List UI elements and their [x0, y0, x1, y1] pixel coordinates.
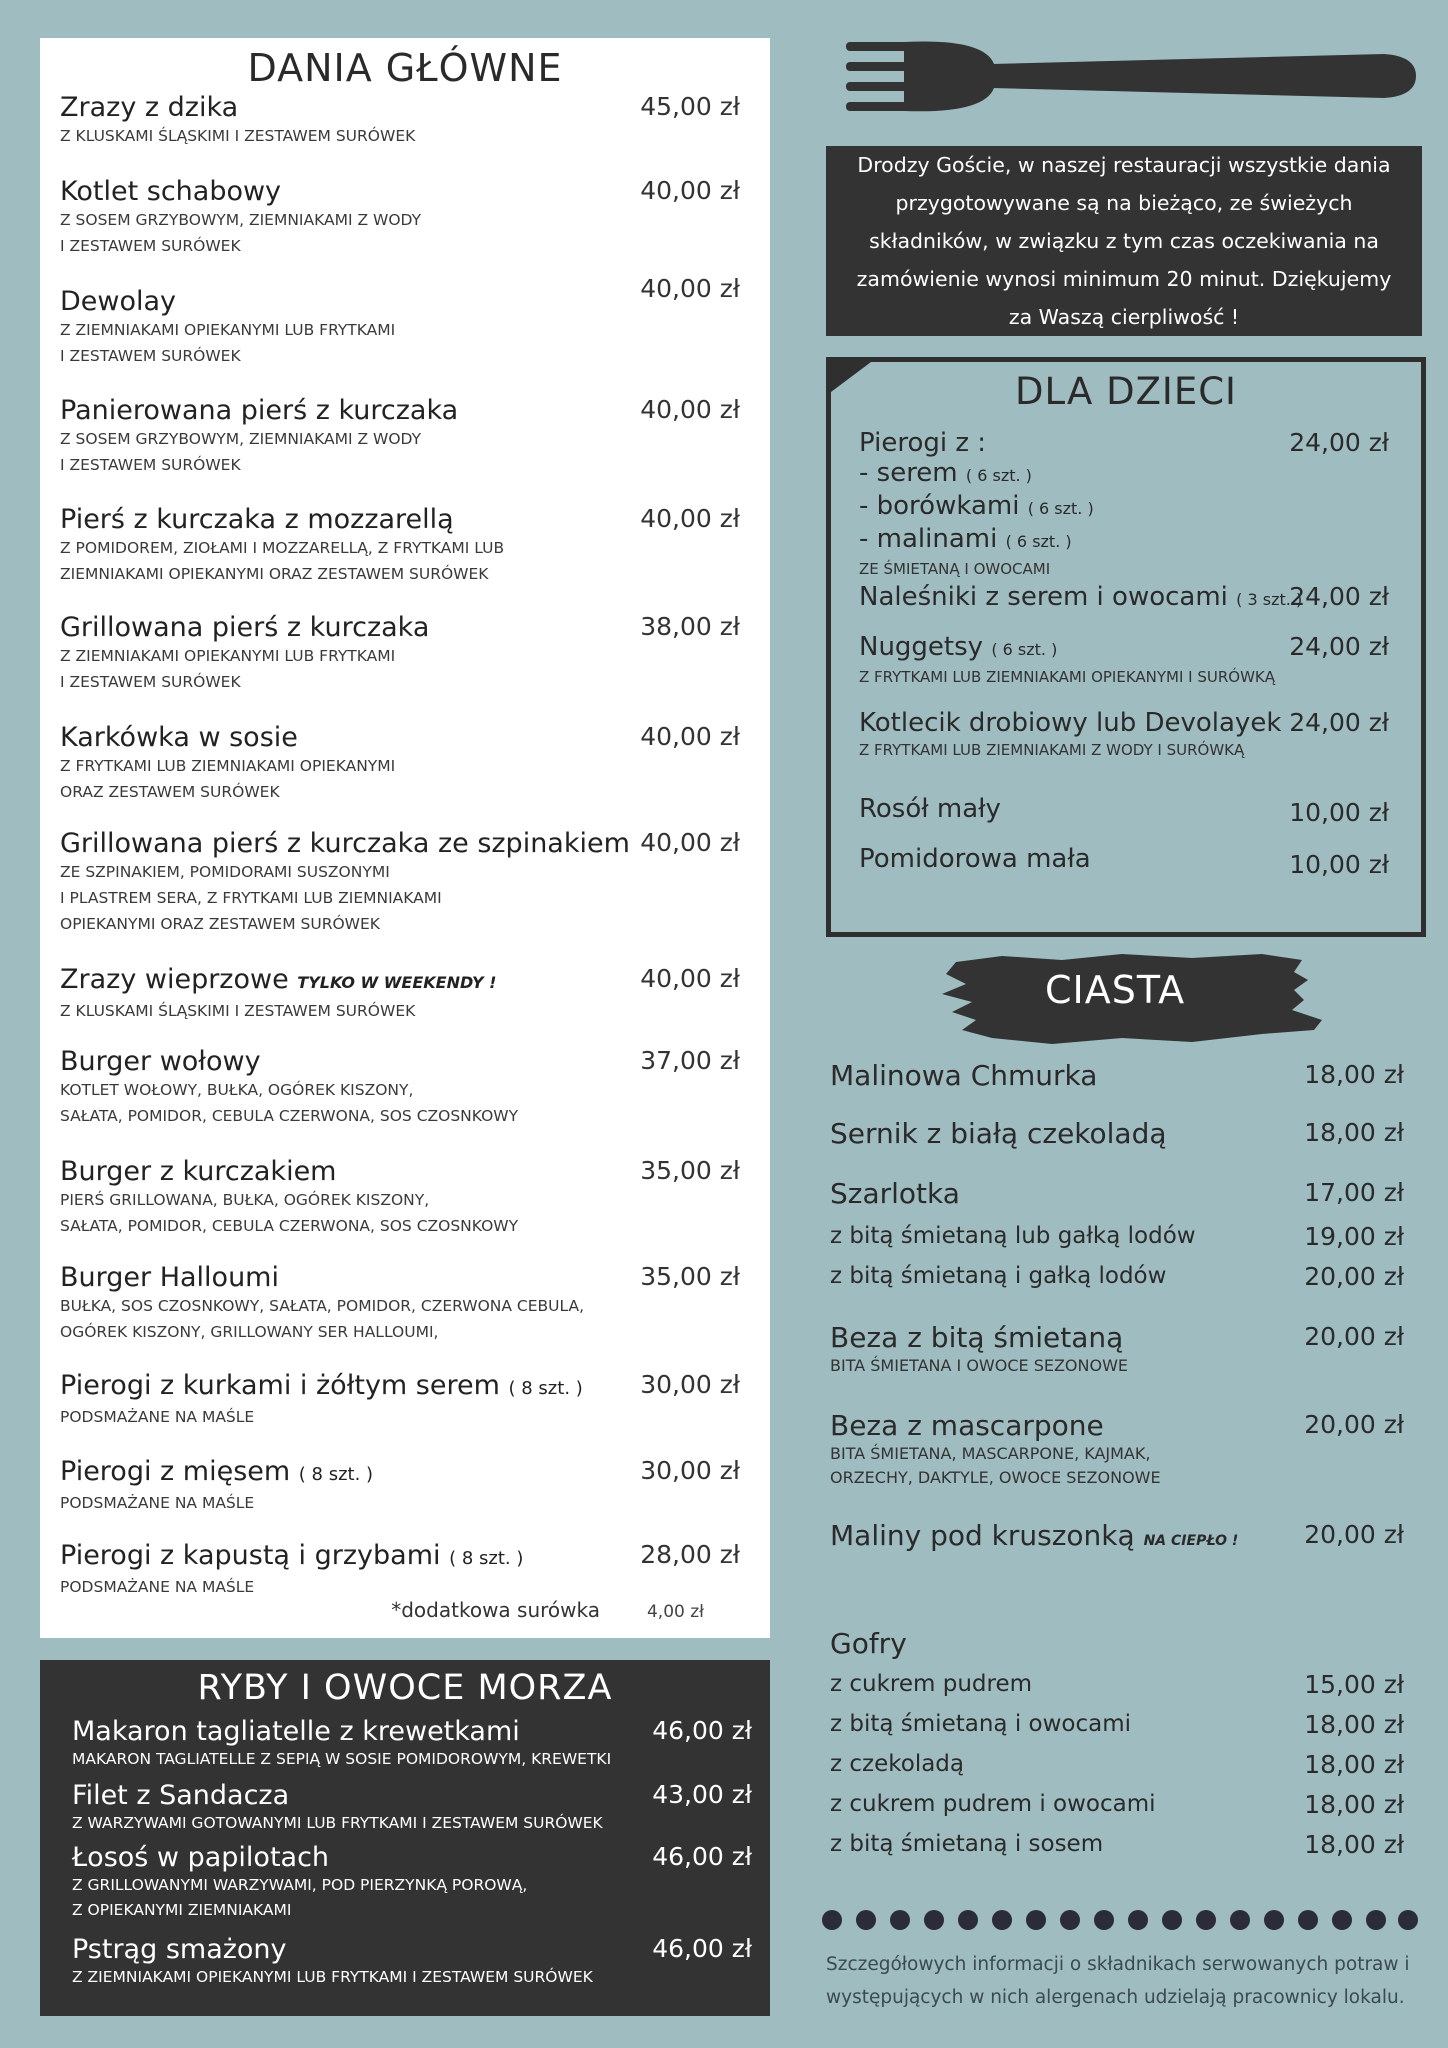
kids-item-name: Pomidorowa mała [859, 844, 1091, 874]
menu-item [72, 1842, 752, 1923]
waffle-variant: z cukrem pudrem i owocami [830, 1791, 1156, 1817]
weekend-note: TYLKO W WEEKENDY ! [297, 973, 497, 992]
fish-desc: Z GRILLOWANYMI WARZYWAMI, POD PIERZYNKĄ POROWĄ, Z OPIEKANYMI ZIEMNIAKAMI [72, 1876, 528, 1919]
menu-item [60, 612, 740, 695]
dish-desc: ZE SZPINAKIEM, POMIDORAMI SUSZONYMI I PLASTREM SERA, Z FRYTKAMI LUB ZIEMNIAKAMI OPIEKANYMI ORAZ ZESTAWEM SURÓWEK [60, 863, 442, 933]
menu-item [60, 395, 740, 478]
notice-text: Drodzy Goście, w naszej restauracji wszystkie dania przygotowywane są na bieżąco, ze świeżych składników, w związku z tym czas oczekiwania na zamówienie wynosi minimum 20 minut. Dziękujemy za Waszą cierpliwość ! [856, 153, 1392, 329]
allergen-note: Szczegółowych informacji o składnikach serwowanych potraw i występujących w nich alergenach udzielają pracownicy lokalu. [826, 1954, 1410, 2008]
dish-desc: KOTLET WOŁOWY, BUŁKA, OGÓREK KISZONY, SAŁATA, POMIDOR, CEBULA CZERWONA, SOS CZOSNKOWY [60, 1081, 519, 1125]
dish-desc: PIERŚ GRILLOWANA, BUŁKA, OGÓREK KISZONY, SAŁATA, POMIDOR, CEBULA CZERWONA, SOS CZOSNKOWY [60, 1191, 519, 1235]
kids-item-price: 24,00 zł [1289, 708, 1389, 737]
waffle-variant: z czekoladą [830, 1751, 965, 1777]
hot-note: NA CIEPŁO ! [1143, 1533, 1239, 1549]
cake-variant: z bitą śmietaną lub gałką lodów [830, 1223, 1196, 1249]
notice-box [826, 146, 1422, 336]
cake-desc: BITA ŚMIETANA, MASCARPONE, KAJMAK, ORZECHY, DAKTYLE, OWOCE SEZONOWE [830, 1444, 1161, 1487]
dish-price: 30,00 zł [640, 1456, 740, 1485]
fork-icon [844, 34, 1416, 118]
menu-item [830, 1670, 1404, 1698]
dish-qty: ( 8 szt. ) [449, 1548, 524, 1569]
fish-name: Pstrąg smażony [72, 1934, 287, 1965]
fish-desc: MAKARON TAGLIATELLE Z SEPIĄ W SOSIE POMIDOROWYM, KREWETKI [72, 1750, 612, 1768]
dish-name: Burger Halloumi [60, 1262, 279, 1293]
fish-price: 46,00 zł [652, 1934, 752, 1963]
menu-item [830, 1790, 1404, 1818]
dish-name [60, 1540, 740, 1574]
cakes-title: CIASTA [1045, 968, 1186, 1012]
dish-price: 28,00 zł [640, 1540, 740, 1569]
menu-item [60, 1370, 740, 1430]
waffle-price: 18,00 zł [1304, 1830, 1404, 1859]
menu-item [60, 964, 740, 1024]
dish-price: 40,00 zł [640, 274, 740, 303]
kids-item-price: 10,00 zł [1289, 798, 1389, 827]
fish-desc: Z WARZYWAMI GOTOWANYMI LUB FRYTKAMI I ZESTAWEM SURÓWEK [72, 1814, 603, 1832]
dish-desc: Z ZIEMNIAKAMI OPIEKANYMI LUB FRYTKAMI I ZESTAWEM SURÓWEK [60, 321, 396, 365]
dish-price: 30,00 zł [640, 1370, 740, 1399]
menu-item [60, 828, 740, 937]
menu-item [859, 428, 1389, 581]
dish-price: 45,00 zł [640, 92, 740, 121]
dish-price: 40,00 zł [640, 828, 740, 857]
waffle-variant: z cukrem pudrem [830, 1671, 1033, 1697]
menu-item [60, 1540, 740, 1600]
dish-price: 40,00 zł [640, 964, 740, 993]
menu-item [60, 1456, 740, 1516]
dish-price: 40,00 zł [640, 395, 740, 424]
menu-item [859, 794, 1389, 827]
kids-menu-box [826, 357, 1426, 937]
dish-desc: PODSMAŻANE NA MAŚLE [60, 1578, 255, 1596]
kids-item-price: 24,00 zł [1289, 632, 1389, 661]
dish-name: Panierowana pierś z kurczaka [60, 395, 459, 426]
menu-item [830, 1060, 1404, 1092]
cake-name: Malinowa Chmurka [830, 1059, 1098, 1092]
extra-salad-price: 4,00 zł [646, 1602, 704, 1622]
kids-option-name: - serem [859, 458, 958, 488]
menu-item [72, 1780, 752, 1836]
menu-item [60, 274, 740, 369]
cake-name: Szarlotka [830, 1177, 960, 1210]
kids-item-price: 10,00 zł [1289, 850, 1389, 879]
cake-price: 20,00 zł [1304, 1410, 1404, 1439]
fish-name: Makaron tagliatelle z krewetkami [72, 1716, 520, 1747]
menu-item [859, 708, 1389, 762]
cake-price: 20,00 zł [1304, 1322, 1404, 1351]
menu-item [859, 582, 1389, 615]
fish-price: 43,00 zł [652, 1780, 752, 1809]
menu-item [830, 1750, 1404, 1778]
kids-option [859, 524, 1389, 557]
dish-desc: BUŁKA, SOS CZOSNKOWY, SAŁATA, POMIDOR, CZERWONA CEBULA, OGÓREK KISZONY, GRILLOWANY SER HALLOUMI, [60, 1297, 585, 1341]
dish-name: Burger z kurczakiem [60, 1156, 337, 1187]
kids-item-qty: ( 6 szt. ) [991, 640, 1058, 659]
cake-price: 18,00 zł [1304, 1118, 1404, 1147]
kids-item-price: 24,00 zł [1289, 428, 1389, 457]
menu-item [60, 722, 740, 805]
dish-name-text: Pierogi z kapustą i grzybami [60, 1540, 441, 1571]
kids-item-name-text: Naleśniki z serem i owocami [859, 582, 1228, 612]
dish-desc: Z KLUSKAMI ŚLĄSKIMI I ZESTAWEM SURÓWEK [60, 1002, 416, 1020]
kids-option-qty: ( 6 szt. ) [965, 466, 1032, 485]
cake-price: 17,00 zł [1304, 1178, 1404, 1207]
dish-desc: PODSMAŻANE NA MAŚLE [60, 1408, 255, 1426]
dish-name: Dewolay [60, 286, 177, 317]
dotted-divider [820, 1908, 1420, 1932]
kids-item-name: Pierogi z : [859, 428, 987, 458]
menu-item [60, 92, 740, 149]
kids-item-name-text: Nuggetsy [859, 632, 984, 662]
cake-price: 20,00 zł [1304, 1520, 1404, 1549]
fish-name: Filet z Sandacza [72, 1780, 290, 1811]
waffles-heading-row [830, 1628, 1404, 1660]
dish-desc: Z ZIEMNIAKAMI OPIEKANYMI LUB FRYTKAMI I ZESTAWEM SURÓWEK [60, 647, 396, 691]
dish-name: Kotlet schabowy [60, 176, 282, 207]
menu-item [60, 504, 740, 587]
fish-desc: Z ZIEMNIAKAMI OPIEKANYMI LUB FRYTKAMI I ZESTAWEM SURÓWEK [72, 1968, 593, 1986]
kids-item-desc: Z FRYTKAMI LUB ZIEMNIAKAMI Z WODY I SURÓWKĄ [859, 741, 1245, 759]
dish-price: 40,00 zł [640, 722, 740, 751]
waffle-price: 18,00 zł [1304, 1710, 1404, 1739]
kids-option-qty: ( 6 szt. ) [1027, 499, 1094, 518]
cake-price: 19,00 zł [1304, 1222, 1404, 1251]
waffles-heading: Gofry [830, 1627, 907, 1660]
cake-name-text: Maliny pod kruszonką [830, 1519, 1135, 1552]
dish-name: Grillowana pierś z kurczaka ze szpinakiem [60, 828, 630, 859]
dish-name: Zrazy z dzika [60, 92, 239, 123]
kids-option-name: - malinami [859, 524, 998, 554]
kids-item-price: 24,00 zł [1289, 582, 1389, 611]
cake-price: 18,00 zł [1304, 1060, 1404, 1089]
main-dishes-panel [40, 38, 770, 1638]
dish-name [60, 964, 740, 998]
cake-variant: z bitą śmietaną i gałką lodów [830, 1263, 1167, 1289]
fish-price: 46,00 zł [652, 1842, 752, 1871]
cake-name: Beza z mascarpone [830, 1409, 1104, 1442]
kids-item-name: Rosół mały [859, 794, 1001, 824]
menu-item [72, 1716, 752, 1772]
kids-title: DLA DZIECI [1015, 370, 1237, 413]
dish-desc: Z SOSEM GRZYBOWYM, ZIEMNIAKAMI Z WODY I ZESTAWEM SURÓWEK [60, 211, 422, 255]
dish-name [60, 1456, 740, 1490]
extra-salad-label: *dodatkowa surówka [391, 1598, 600, 1622]
menu-item [859, 632, 1389, 689]
menu-item [60, 1046, 740, 1129]
dish-price: 40,00 zł [640, 176, 740, 205]
dish-price: 38,00 zł [640, 612, 740, 641]
dish-name-text: Zrazy wieprzowe [60, 964, 289, 995]
cake-desc: BITA ŚMIETANA I OWOCE SEZONOWE [830, 1356, 1129, 1375]
dish-qty: ( 8 szt. ) [508, 1378, 583, 1399]
kids-option-qty: ( 6 szt. ) [1005, 532, 1072, 551]
menu-item [830, 1520, 1404, 1557]
kids-item-desc: Z FRYTKAMI LUB ZIEMNIAKAMI OPIEKANYMI I SURÓWKĄ [859, 668, 1276, 686]
dish-name: Burger wołowy [60, 1046, 261, 1077]
dish-name: Pierś z kurczaka z mozzarellą [60, 504, 454, 535]
cake-name: Sernik z białą czekoladą [830, 1117, 1167, 1150]
fish-title: RYBY I OWOCE MORZA [197, 1668, 613, 1708]
menu-item [830, 1410, 1404, 1490]
dish-desc: Z FRYTKAMI LUB ZIEMNIAKAMI OPIEKANYMI ORAZ ZESTAWEM SURÓWEK [60, 757, 396, 801]
kids-option [859, 491, 1389, 524]
kids-option [859, 458, 1389, 491]
main-dishes-title: DANIA GŁÓWNE [247, 46, 563, 90]
menu-item [830, 1118, 1404, 1150]
kids-option-name: - borówkami [859, 491, 1020, 521]
dish-desc: Z SOSEM GRZYBOWYM, ZIEMNIAKAMI Z WODY I ZESTAWEM SURÓWEK [60, 430, 422, 474]
cake-price: 20,00 zł [1304, 1262, 1404, 1291]
cake-name: Beza z bitą śmietaną [830, 1321, 1124, 1354]
dish-desc: Z POMIDOREM, ZIOŁAMI I MOZZARELLĄ, Z FRYTKAMI LUB ZIEMNIAKAMI OPIEKANYMI ORAZ ZESTAWEM SURÓWEK [60, 539, 505, 583]
fish-price: 46,00 zł [652, 1716, 752, 1745]
dish-price: 35,00 zł [640, 1156, 740, 1185]
menu-item [830, 1178, 1404, 1210]
dish-price: 35,00 zł [640, 1262, 740, 1291]
dish-qty: ( 8 szt. ) [298, 1464, 374, 1485]
menu-item [60, 176, 740, 259]
dish-name: Grillowana pierś z kurczaka [60, 612, 430, 643]
menu-item [830, 1830, 1404, 1858]
waffle-price: 18,00 zł [1304, 1750, 1404, 1779]
menu-item [830, 1322, 1404, 1378]
dish-price: 40,00 zł [640, 504, 740, 533]
waffle-price: 15,00 zł [1304, 1670, 1404, 1699]
kids-item-desc: ZE ŚMIETANĄ I OWOCAMI [859, 560, 1051, 578]
menu-item [830, 1710, 1404, 1738]
dish-name: Karkówka w sosie [60, 722, 298, 753]
fish-name: Łosoś w papilotach [72, 1842, 330, 1873]
dish-desc: Z KLUSKAMI ŚLĄSKIMI I ZESTAWEM SURÓWEK [60, 127, 416, 145]
dish-price: 37,00 zł [640, 1046, 740, 1075]
waffle-price: 18,00 zł [1304, 1790, 1404, 1819]
fish-seafood-panel [40, 1660, 770, 2016]
menu-item [60, 1156, 740, 1239]
dish-desc: PODSMAŻANE NA MAŚLE [60, 1494, 255, 1512]
dish-name [60, 1370, 740, 1404]
dish-name-text: Pierogi z kurkami i żółtym serem [60, 1370, 500, 1401]
kids-item-name: Kotlecik drobiowy lub Devolayek [859, 708, 1282, 738]
menu-item [72, 1934, 752, 1990]
menu-item [60, 1262, 740, 1345]
menu-item [859, 844, 1389, 879]
kids-item-qty: ( 3 szt. ) [1236, 590, 1303, 609]
menu-item [830, 1222, 1404, 1250]
menu-item [830, 1262, 1404, 1290]
waffle-variant: z bitą śmietaną i owocami [830, 1711, 1132, 1737]
dish-name-text: Pierogi z mięsem [60, 1456, 291, 1487]
waffle-variant: z bitą śmietaną i sosem [830, 1831, 1104, 1857]
